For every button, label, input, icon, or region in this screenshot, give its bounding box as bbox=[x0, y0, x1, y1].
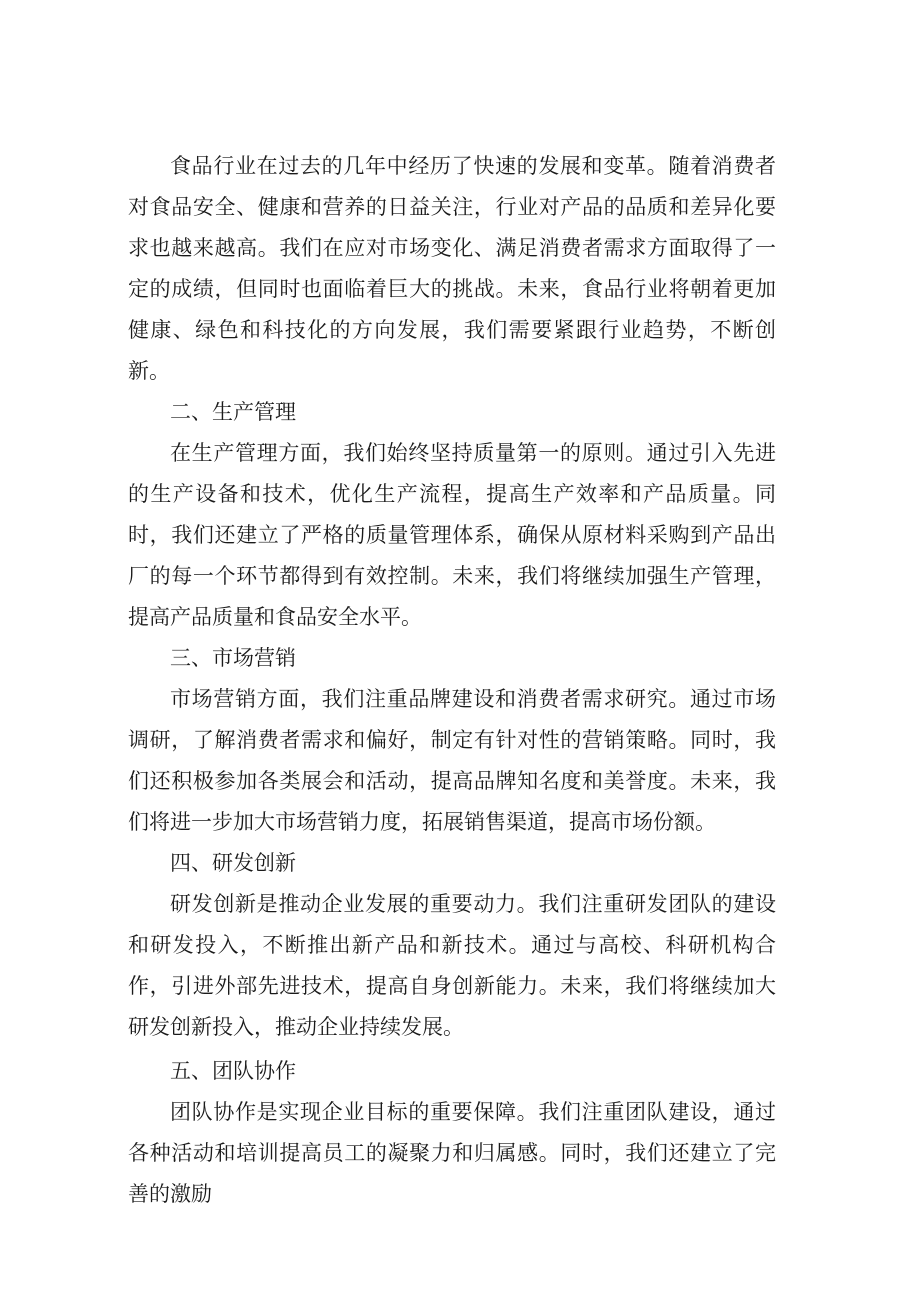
section-heading-production: 二、生产管理 bbox=[170, 400, 296, 424]
intro-paragraph: 食品行业在过去的几年中经历了快速的发展和变革。随着消费者对食品安全、健康和营养的日益关注，行业对产品的品质和差异化要求也越来越高。我们在应对市场变化、满足消费者需求方面取得了一定的成绩，但同时也面临着巨大的挑战。未来，食品行业将朝着更加健康、绿色和科技化的方向发展，我们需要紧跟行业趋势，不断创新。 bbox=[128, 154, 776, 383]
section-body-rnd: 研发创新是推动企业发展的重要动力。我们注重研发团队的建设和研发投入，不断推出新产品和新技术。通过与高校、科研机构合作，引进外部先进技术，提高自身创新能力。未来，我们将继续加大研发创新投入，推动企业持续发展。 bbox=[128, 892, 776, 1039]
section-body-production: 在生产管理方面，我们始终坚持质量第一的原则。通过引入先进的生产设备和技术，优化生产流程，提高生产效率和产品质量。同时，我们还建立了严格的质量管理体系，确保从原材料采购到产品出厂的每一个环节都得到有效控制。未来，我们将继续加强生产管理，提高产品质量和食品安全水平。 bbox=[128, 441, 776, 629]
section-body-marketing: 市场营销方面，我们注重品牌建设和消费者需求研究。通过市场调研，了解消费者需求和偏好，制定有针对性的营销策略。同时，我们还积极参加各类展会和活动，提高品牌知名度和美誉度。未来，我们将进一步加大市场营销力度，拓展销售渠道，提高市场份额。 bbox=[128, 687, 776, 834]
section-heading-marketing: 三、市场营销 bbox=[170, 646, 296, 670]
document-page bbox=[128, 146, 776, 1215]
section-body-teamwork: 团队协作是实现企业目标的重要保障。我们注重团队建设，通过各种活动和培训提高员工的凝聚力和归属感。同时，我们还建立了完善的激励 bbox=[128, 1100, 776, 1206]
section-heading-rnd: 四、研发创新 bbox=[170, 851, 296, 875]
section-heading-teamwork: 五、团队协作 bbox=[170, 1059, 296, 1083]
